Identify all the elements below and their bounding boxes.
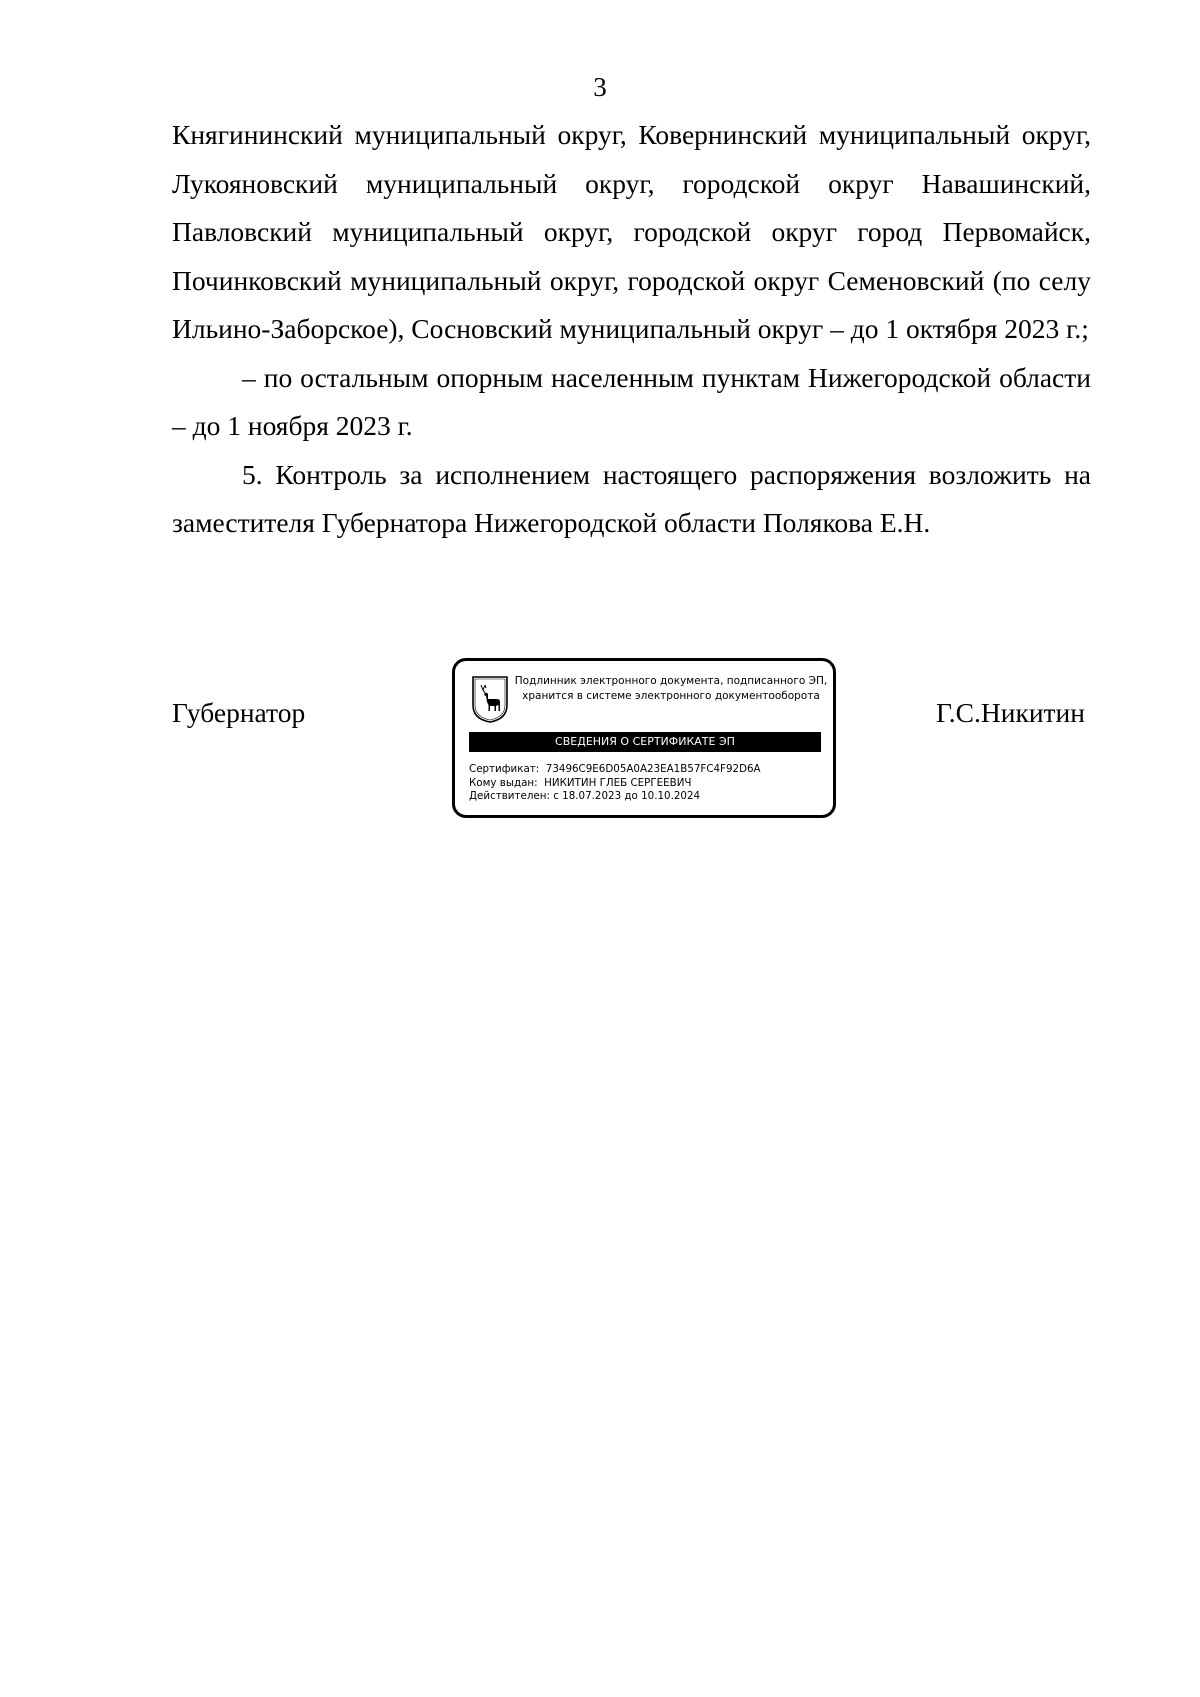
stamp-header-line-1: Подлинник электронного документа, подписанного ЭП, (514, 675, 828, 687)
validity-label: Действителен: (469, 790, 550, 802)
certificate-details (469, 763, 761, 804)
document-body (172, 111, 1091, 548)
certificate-row (469, 763, 761, 777)
paragraph-other-settlements: – по остальным опорным населенным пунктам Нижегородской области – до 1 ноября 2023 г. (172, 361, 1091, 441)
page-number: 3 (593, 72, 607, 102)
validity-row (469, 790, 761, 804)
validity-value: с 18.07.2023 до 10.10.2024 (553, 790, 701, 802)
certificate-label: Сертификат: (469, 763, 540, 775)
paragraph-districts: Княгининский муниципальный округ, Ковернинский муниципальный округ, Лукояновский муниципальный округ, городской округ Навашинский, Павловский муниципальный округ, городской округ город Первомайск, Починковский муниципальный округ, городской округ Семеновский (по селу Ильино-Заборское), Сосновский муниципальный округ – до 1 октября 2023 г.; (172, 119, 1091, 344)
certificate-value: 73496C9E6D05A0A23EA1B57FC4F92D6A (545, 763, 761, 775)
paragraph-control: 5. Контроль за исполнением настоящего распоряжения возложить на заместителя Губернатора Нижегородской области Полякова Е.Н. (172, 458, 1091, 538)
stamp-header (513, 674, 829, 704)
signatory-name: Г.С.Никитин (936, 697, 1085, 728)
stamp-title-bar: СВЕДЕНИЯ О СЕРТИФИКАТЕ ЭП (469, 732, 821, 752)
deer-emblem-icon (471, 675, 509, 723)
stamp-header-line-2: хранится в системе электронного документооборота (522, 690, 820, 702)
issued-to-row (469, 777, 761, 791)
electronic-signature-stamp (452, 658, 836, 818)
signatory-position: Губернатор (172, 697, 306, 728)
issued-to-label: Кому выдан: (469, 776, 538, 789)
issued-to-value: НИКИТИН ГЛЕБ СЕРГЕЕВИЧ (544, 776, 692, 789)
